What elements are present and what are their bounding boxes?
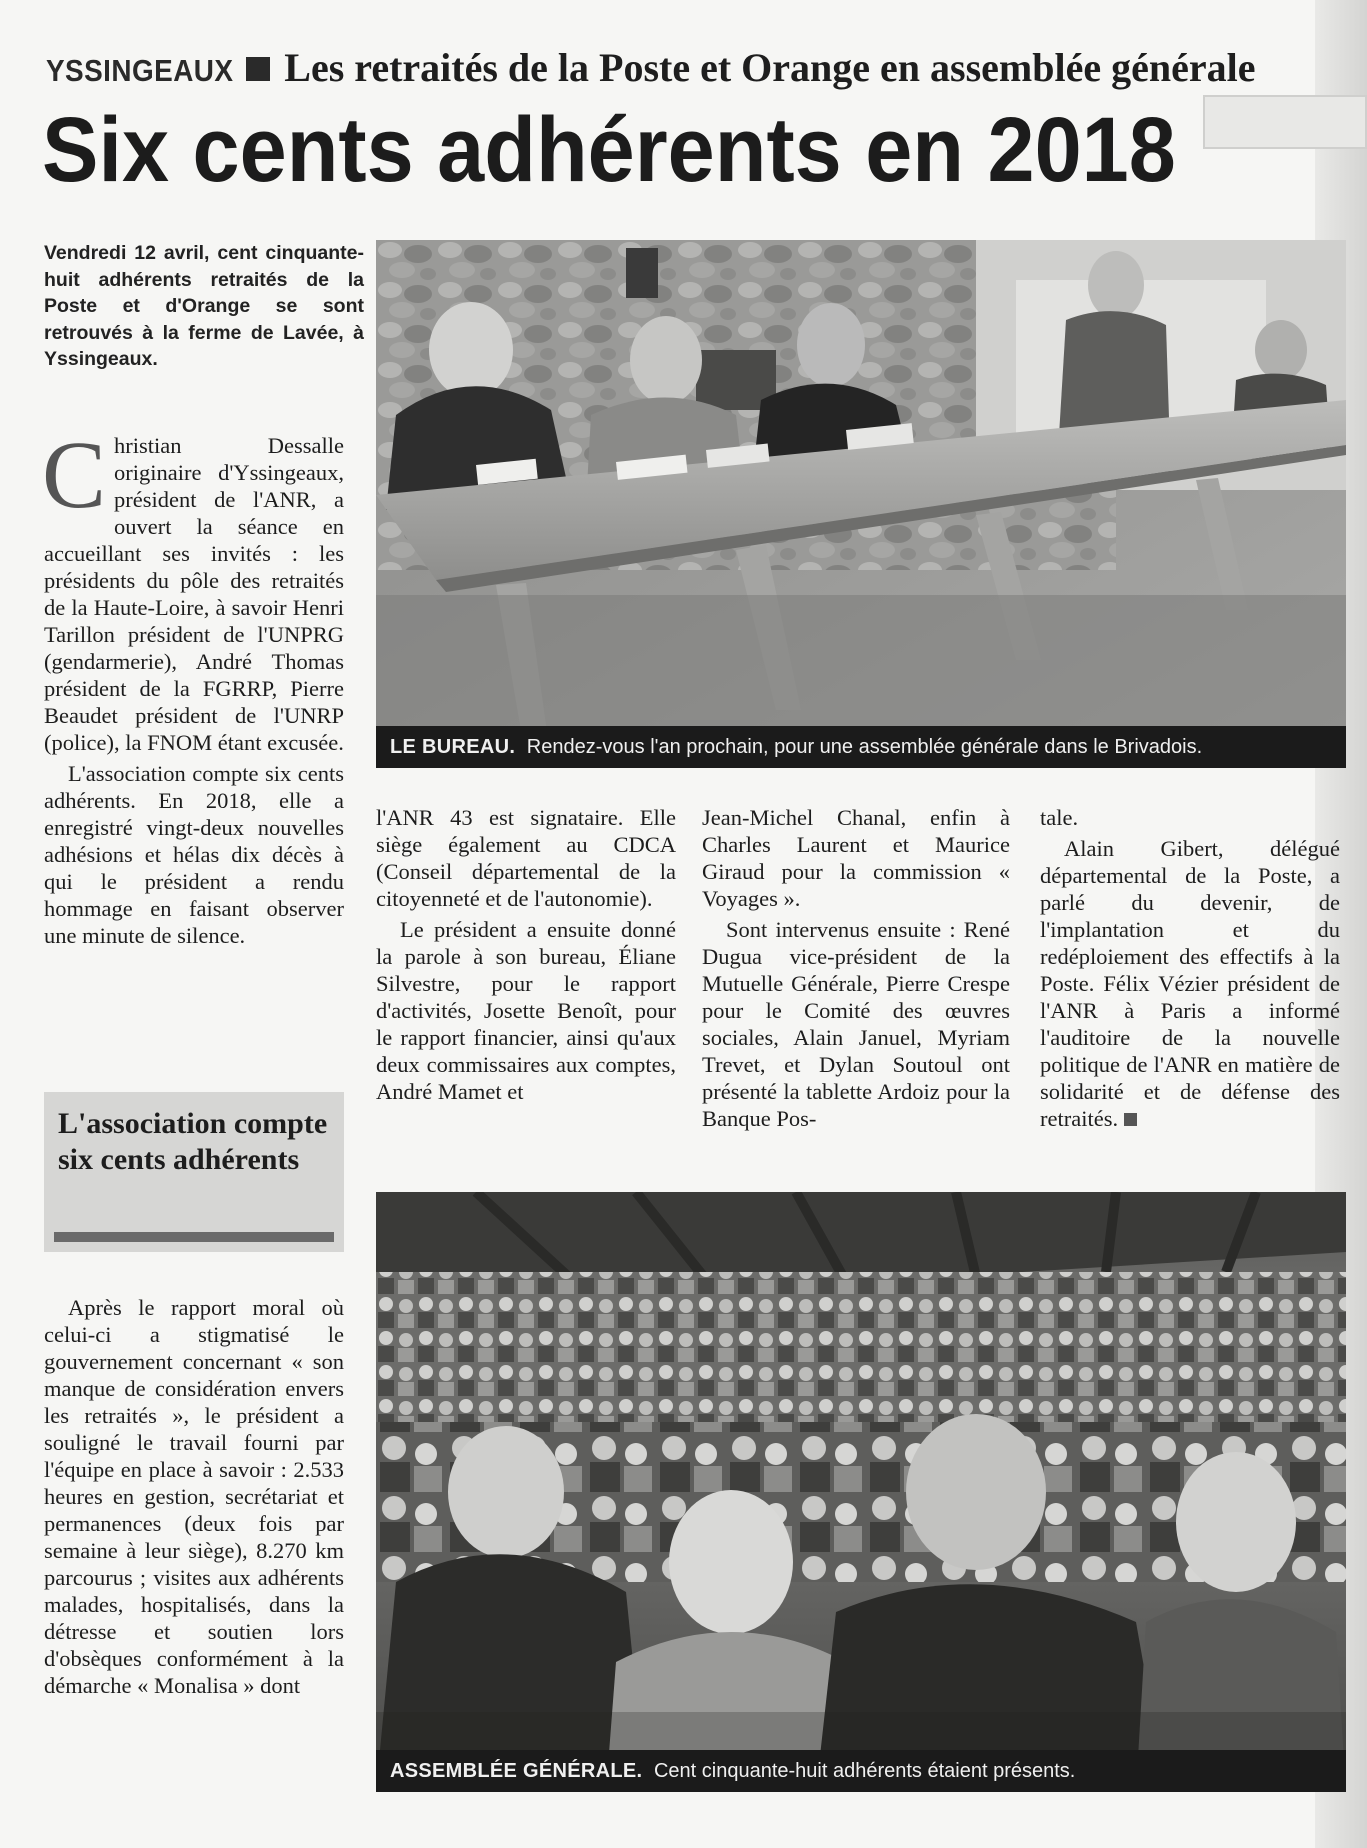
photo-bureau <box>376 240 1346 768</box>
paragraph-text: hristian Dessalle originaire d'Yssingeaux, président de l'ANR, a ouvert la séance en accueillant ses invités : les présidents du pôle des retraités de la Haute-Loire, à savoir Henri Tarillon président de l'UNPRG (gendarmerie), André Thomas président de la FGRRP, Pierre Beaudet président de l'UNRP (police), la FNOM étant excusée. <box>44 433 344 755</box>
paragraph: L'association compte six cents adhérents. En 2018, elle a enregistré vingt-deux nouvelles adhésions et hélas dix décès à qui le président a rendu hommage en faisant observer une minute de silence. <box>44 761 344 948</box>
paragraph <box>42 421 344 756</box>
column-1-top <box>42 421 344 949</box>
paragraph: Jean-Michel Chanal, enfin à Charles Laurent et Maurice Giraud pour la commission « Voyages ». <box>702 805 1010 911</box>
end-mark-icon <box>1124 1113 1137 1126</box>
article-headline: Six cents adhérents en 2018 <box>42 99 1176 201</box>
square-bullet-icon <box>246 57 270 81</box>
column-3 <box>702 804 1010 1132</box>
article-lead: Vendredi 12 avril, cent cinquante-huit adhérents retraités de la Poste et d'Orange se sont retrouvés à la ferme de Lavée, à Yssingeaux. <box>44 242 364 370</box>
paragraph: Après le rapport moral où celui-ci a stigmatisé le gouvernement concernant « son manque de considération envers les retraités », le président a souligné le travail fourni par l'équipe en place à savoir : 2.533 heures en gestion, secrétariat et permanences (deux fois par semaine à leur siège), 8.270 km parcourus ; visites aux adhérents malades, hospitalisés, dans la détresse et soutien lors d'obsèques conformément à la démarche « Monalisa » dont <box>44 1295 344 1698</box>
paragraph <box>1040 835 1340 1132</box>
kicker-line <box>46 44 1306 90</box>
pull-quote-text: L'association compte six cents adhérents <box>58 1107 328 1176</box>
paragraph-text: Alain Gibert, délégué départemental de la Poste, a parlé du devenir, de l'implantation et du redéploiement des effectifs à la Poste. Félix Vézier président de l'ANR à Paris a informé l'auditoire de la nouvelle politique de l'ANR en matière de solidarité et de défense des retraités. <box>1040 836 1340 1131</box>
caption-label: ASSEMBLÉE GÉNÉRALE. <box>390 1760 643 1782</box>
paragraph: Le président a ensuite donné la parole à son bureau, Éliane Silvestre, pour le rapport d'activités, Josette Benoît, pour le rapport financier, ainsi qu'aux deux commissaires aux comptes, André Mamet et <box>376 917 676 1104</box>
caption-text: Rendez-vous l'an prochain, pour une assemblée générale dans le Brivadois. <box>526 736 1203 758</box>
photo-assembly <box>376 1192 1346 1792</box>
column-1-bottom <box>44 1294 344 1699</box>
photo-caption <box>376 1750 1346 1792</box>
paragraph: tale. <box>1040 805 1079 830</box>
photo-bureau-image <box>376 240 1346 768</box>
paragraph: l'ANR 43 est signataire. Elle siège également au CDCA (Conseil départemental de la citoyenneté et de l'autonomie). <box>376 805 676 911</box>
bleed-through-box <box>1203 95 1367 149</box>
photo-caption <box>376 726 1346 768</box>
column-2 <box>376 804 676 1105</box>
dropcap-letter: C <box>42 421 107 528</box>
column-4 <box>1040 804 1340 1132</box>
caption-text: Cent cinquante-huit adhérents étaient présents. <box>653 1760 1076 1782</box>
photo-assembly-image <box>376 1192 1346 1792</box>
pull-quote-rule <box>54 1232 334 1242</box>
caption-label: LE BUREAU. <box>390 736 516 758</box>
pull-quote-box <box>44 1092 344 1252</box>
paragraph: Sont intervenus ensuite : René Dugua vice-président de la Mutuelle Générale, Pierre Crespe pour le Comité des œuvres sociales, Alain Januel, Myriam Trevet, et Dylan Soutoul ont présenté la tablette Ardoiz pour la Banque Pos- <box>702 917 1010 1131</box>
location-label: YSSINGEAUX <box>46 53 234 88</box>
kicker-text: Les retraités de la Poste et Orange en assemblée générale <box>284 45 1256 90</box>
